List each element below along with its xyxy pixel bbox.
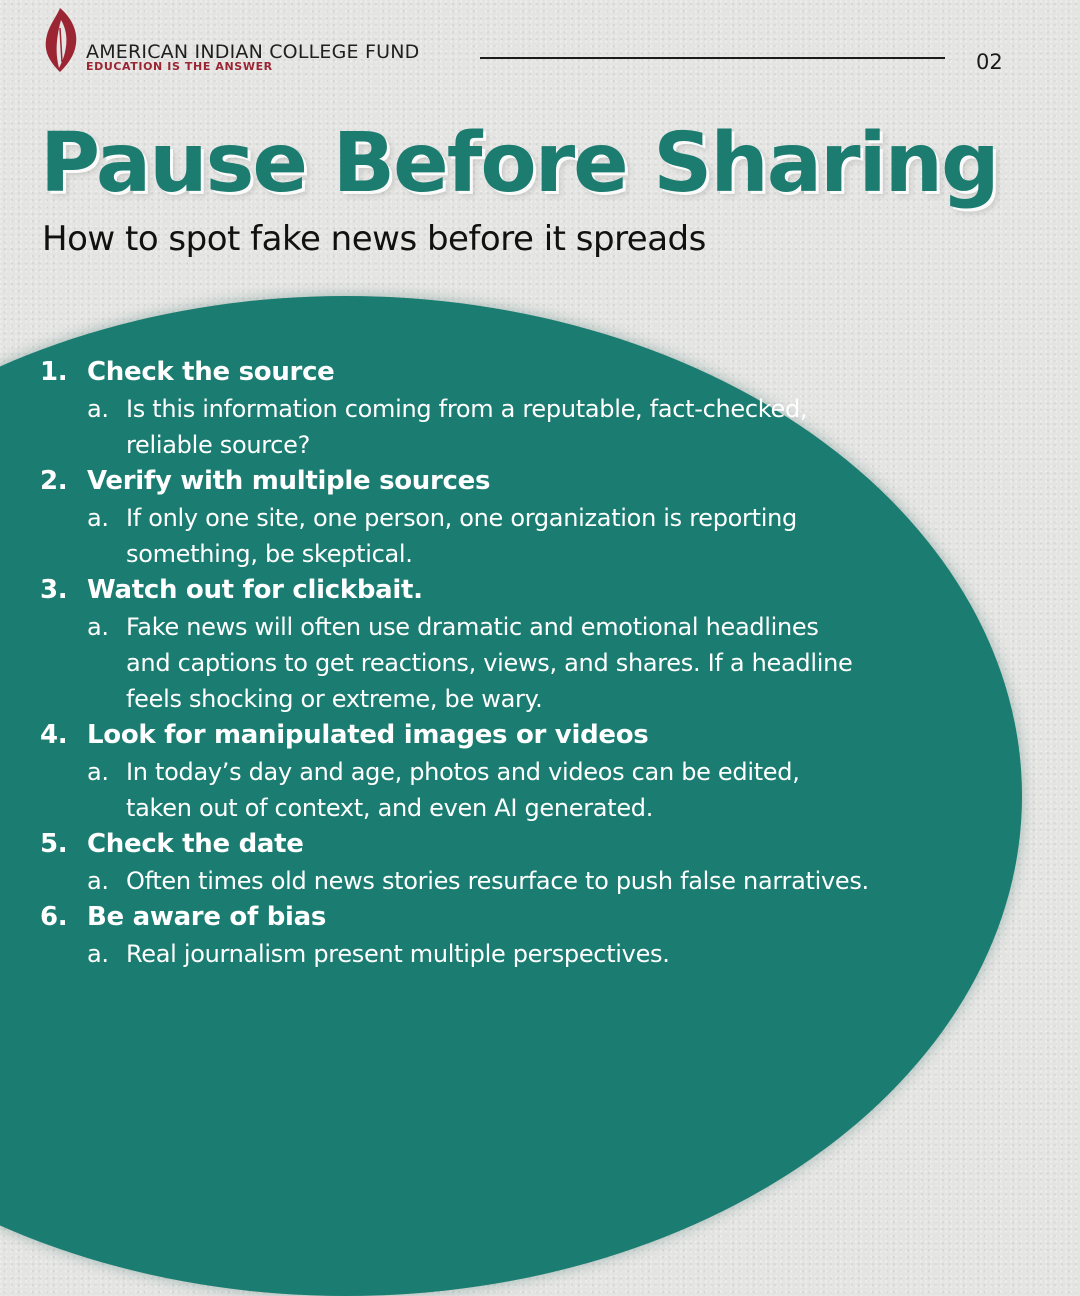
tip-item (40, 717, 870, 826)
tip-heading-text: Check the source (87, 357, 335, 387)
tip-item (40, 463, 870, 572)
tip-heading (40, 826, 870, 863)
tip-detail (87, 863, 870, 899)
tip-heading (40, 899, 870, 936)
tip-heading (40, 354, 870, 391)
org-name: AMERICAN INDIAN COLLEGE FUND (86, 41, 420, 63)
tip-heading (40, 572, 870, 609)
tip-detail-letter: a. (87, 867, 109, 895)
tip-detail (87, 500, 870, 572)
tip-detail-text: Fake news will often use dramatic and emotional headlines and captions to get reactions, views, and shares. If a headline feels shocking or extreme, be wary. (126, 613, 853, 713)
page-title: Pause Before Sharing (40, 116, 998, 211)
tip-detail-letter: a. (87, 940, 109, 968)
page-subtitle: How to spot fake news before it spreads (42, 219, 706, 259)
tip-item (40, 826, 870, 899)
tip-detail (87, 609, 870, 717)
tip-heading-text: Be aware of bias (87, 902, 327, 932)
tip-number: 4. (40, 720, 68, 750)
tip-heading-text: Watch out for clickbait. (87, 575, 423, 605)
tips-list (40, 354, 870, 972)
tip-heading-text: Verify with multiple sources (87, 466, 491, 496)
tip-number: 6. (40, 902, 68, 932)
tip-detail-letter: a. (87, 395, 109, 423)
tip-heading-text: Check the date (87, 829, 304, 859)
page-number: 02 (976, 50, 1003, 74)
tip-heading (40, 717, 870, 754)
tip-detail-letter: a. (87, 504, 109, 532)
tip-detail (87, 754, 870, 826)
tip-detail-text: Often times old news stories resurface to push false narratives. (126, 867, 869, 895)
tip-detail-text: In today’s day and age, photos and videos can be edited, taken out of context, and even AI generated. (126, 758, 800, 822)
tip-item (40, 899, 870, 972)
tip-item (40, 572, 870, 717)
tip-detail (87, 936, 870, 972)
tip-detail-letter: a. (87, 613, 109, 641)
org-tagline: EDUCATION IS THE ANSWER (86, 60, 273, 73)
tip-number: 5. (40, 829, 68, 859)
tip-heading (40, 463, 870, 500)
feather-flame-icon (40, 6, 82, 74)
tip-detail-text: Is this information coming from a reputable, fact-checked, reliable source? (126, 395, 808, 459)
tip-number: 1. (40, 357, 68, 387)
tip-detail (87, 391, 870, 463)
tip-detail-letter: a. (87, 758, 109, 786)
header-divider (480, 57, 945, 59)
tip-detail-text: If only one site, one person, one organization is reporting something, be skeptical. (126, 504, 797, 568)
tip-number: 3. (40, 575, 68, 605)
tip-number: 2. (40, 466, 68, 496)
tip-detail-text: Real journalism present multiple perspectives. (126, 940, 670, 968)
header (40, 6, 1040, 76)
tip-heading-text: Look for manipulated images or videos (87, 720, 649, 750)
tip-item (40, 354, 870, 463)
